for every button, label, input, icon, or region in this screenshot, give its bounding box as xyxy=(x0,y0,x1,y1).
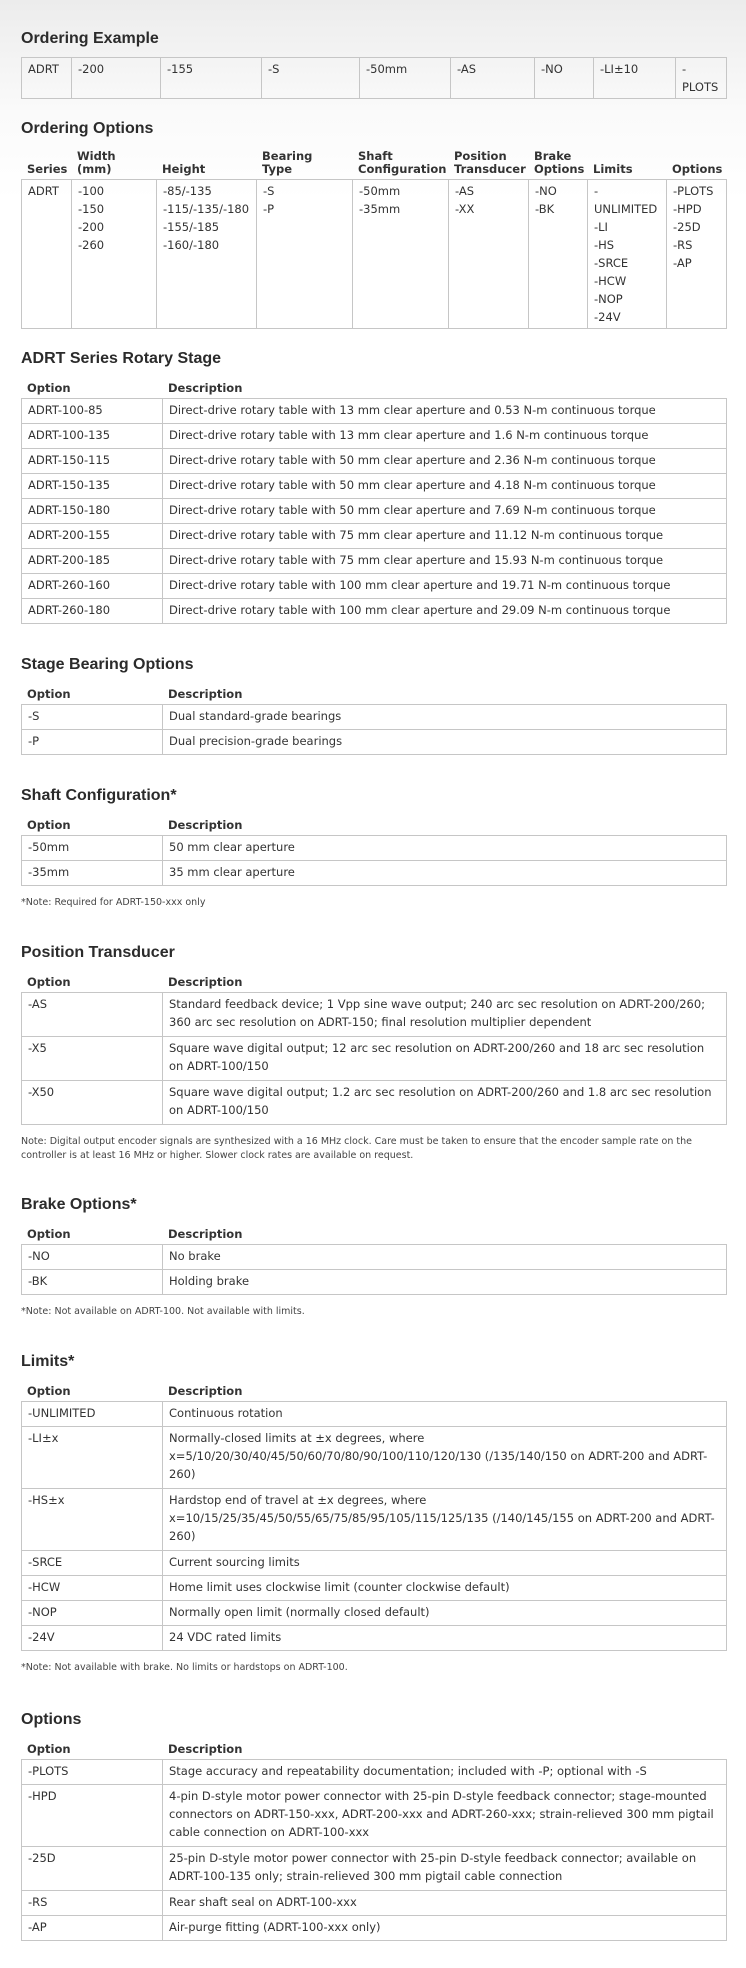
limits-header xyxy=(21,1384,726,1398)
column-header: Shaft Configuration xyxy=(358,149,447,176)
table-row xyxy=(22,1551,727,1576)
option-description: Square wave digital output; 12 arc sec resolution on ADRT-200/260 and 18 arc sec resolution on ADRT-100/150 xyxy=(163,1037,727,1081)
option-description: Direct-drive rotary table with 50 mm clear aperture and 4.18 N-m continuous torque xyxy=(163,474,727,499)
ordering-options-title: Ordering Options xyxy=(21,120,154,137)
brake-note: *Note: Not available on ADRT-100. Not available with limits. xyxy=(21,1306,305,1317)
table-row xyxy=(22,1847,727,1891)
table-row xyxy=(22,1245,727,1270)
option-description: Direct-drive rotary table with 100 mm clear aperture and 29.09 N-m continuous torque xyxy=(163,599,727,624)
option-code: ADRT-260-180 xyxy=(22,599,163,624)
table-row xyxy=(22,574,727,599)
transducer-header xyxy=(21,975,726,989)
option-value: -100 xyxy=(78,184,105,198)
ordering-example-cell: -155 xyxy=(161,58,262,99)
option-description: Direct-drive rotary table with 75 mm clear aperture and 15.93 N-m continuous torque xyxy=(163,549,727,574)
ordering-options-table xyxy=(21,150,726,176)
column-header-description: Description xyxy=(168,818,243,832)
ordering-example-cell: -LI±10 xyxy=(594,58,676,99)
option-description: 35 mm clear aperture xyxy=(163,861,727,886)
transducer-section xyxy=(21,944,726,1163)
option-description: Direct-drive rotary table with 50 mm clear aperture and 2.36 N-m continuous torque xyxy=(163,449,727,474)
option-value: -RS xyxy=(673,238,693,252)
option-description: Direct-drive rotary table with 75 mm clear aperture and 11.12 N-m continuous torque xyxy=(163,524,727,549)
column-header-option: Option xyxy=(27,1742,71,1756)
option-code: ADRT-100-85 xyxy=(22,399,163,424)
table-row xyxy=(22,1916,727,1941)
table-row xyxy=(22,705,727,730)
table-row xyxy=(22,549,727,574)
option-value: -200 xyxy=(78,220,105,234)
options-header xyxy=(21,1742,726,1756)
option-value: -150 xyxy=(78,202,105,216)
option-value: -AP xyxy=(673,256,692,270)
ordering-example-cell: -NO xyxy=(535,58,594,99)
limits-table xyxy=(21,1401,727,1651)
shaft-header xyxy=(21,818,726,832)
option-code: ADRT-200-185 xyxy=(22,549,163,574)
options-section xyxy=(21,1711,726,1941)
column-header: Bearing Type xyxy=(262,149,313,176)
option-code: ADRT-260-160 xyxy=(22,574,163,599)
ordering-options-row xyxy=(22,180,727,329)
option-value: -260 xyxy=(78,238,105,252)
option-description: Direct-drive rotary table with 13 mm clear aperture and 0.53 N-m continuous torque xyxy=(163,399,727,424)
table-row xyxy=(22,424,727,449)
column-header-description: Description xyxy=(168,1384,243,1398)
table-row xyxy=(22,399,727,424)
option-description: Direct-drive rotary table with 50 mm clear aperture and 7.69 N-m continuous torque xyxy=(163,499,727,524)
option-description: Square wave digital output; 1.2 arc sec resolution on ADRT-200/260 and 1.8 arc sec resolution on ADRT-100/150 xyxy=(163,1081,727,1125)
column-header: Width (mm) xyxy=(77,149,116,176)
column-header-description: Description xyxy=(168,1227,243,1241)
table-row xyxy=(22,1037,727,1081)
brake-table xyxy=(21,1244,727,1295)
shaft-title: Shaft Configuration* xyxy=(21,787,177,804)
option-code: ADRT-200-155 xyxy=(22,524,163,549)
brake-options xyxy=(529,180,588,329)
option-description: 4-pin D-style motor power connector with 25-pin D-style feedback connector; stage-mounted connectors on ADRT-150-xxx, ADRT-200-xxx and ADRT-260-xxx; strain-relieved 300 mm pigtail cable connection on ADRT-100-xxx xyxy=(163,1785,727,1847)
option-code: -50mm xyxy=(22,836,163,861)
option-code: -SRCE xyxy=(22,1551,163,1576)
ordering-example-cell: -AS xyxy=(451,58,535,99)
bearing-header xyxy=(21,687,726,701)
rotary-stage-header xyxy=(21,381,726,395)
extra-options xyxy=(667,180,727,329)
option-value: -UNLIMITED xyxy=(594,184,658,216)
option-description: Air-purge fitting (ADRT-100-xxx only) xyxy=(163,1916,727,1941)
option-description: Home limit uses clockwise limit (counter clockwise default) xyxy=(163,1576,727,1601)
brake-section xyxy=(21,1196,726,1319)
table-row xyxy=(22,1576,727,1601)
option-value: -S xyxy=(263,184,275,198)
rotary-stage-section xyxy=(21,350,726,624)
bearing-type-options xyxy=(257,180,353,329)
column-header: Height xyxy=(162,162,206,176)
option-description: Normally open limit (normally closed default) xyxy=(163,1601,727,1626)
option-code: -NO xyxy=(22,1245,163,1270)
option-value: -115/-135/-180 xyxy=(163,202,250,216)
ordering-example-cell: -200 xyxy=(72,58,161,99)
column-header: Series xyxy=(27,162,68,176)
ordering-options-section xyxy=(21,120,726,329)
column-header-description: Description xyxy=(168,1742,243,1756)
table-row xyxy=(22,1626,727,1651)
limits-title: Limits* xyxy=(21,1353,75,1370)
option-code: ADRT-150-135 xyxy=(22,474,163,499)
option-description: Dual precision-grade bearings xyxy=(163,730,727,755)
limits-section xyxy=(21,1353,726,1675)
table-row xyxy=(22,993,727,1037)
table-row xyxy=(22,599,727,624)
column-header-option: Option xyxy=(27,687,71,701)
bearing-title: Stage Bearing Options xyxy=(21,656,194,673)
table-row xyxy=(22,449,727,474)
table-row xyxy=(22,1081,727,1125)
option-description: 25-pin D-style motor power connector with 25-pin D-style feedback connector; available on ADRT-100-135 only; strain-relieved 300 mm pigtail cable connection xyxy=(163,1847,727,1891)
option-value: -HS xyxy=(594,238,615,252)
option-code: -UNLIMITED xyxy=(22,1402,163,1427)
brake-header xyxy=(21,1227,726,1241)
option-code: -35mm xyxy=(22,861,163,886)
option-value: -85/-135 xyxy=(163,184,212,198)
table-row xyxy=(22,836,727,861)
option-description: Direct-drive rotary table with 100 mm clear aperture and 19.71 N-m continuous torque xyxy=(163,574,727,599)
column-header-option: Option xyxy=(27,975,71,989)
option-description: 24 VDC rated limits xyxy=(163,1626,727,1651)
transducer-note: Note: Digital output encoder signals are synthesized with a 16 MHz clock. Care must be taken to ensure that the encoder sample rate on the controller is at least 16 MHz or higher. Slower clock rates are available on request. xyxy=(21,1136,692,1161)
height-options xyxy=(157,180,257,329)
options-table xyxy=(21,1759,727,1941)
shaft-section xyxy=(21,787,726,910)
option-value: -24V xyxy=(594,310,621,324)
ordering-example-title: Ordering Example xyxy=(21,30,159,47)
option-value: -XX xyxy=(455,202,475,216)
option-code: -X5 xyxy=(22,1037,163,1081)
limits-note: *Note: Not available with brake. No limits or hardstops on ADRT-100. xyxy=(21,1662,348,1673)
bearing-section xyxy=(21,656,726,755)
ordering-options-values-table xyxy=(21,179,727,329)
option-value: -AS xyxy=(455,184,475,198)
table-row xyxy=(22,1270,727,1295)
ordering-options-header-row xyxy=(21,150,726,176)
option-code: -LI±x xyxy=(22,1427,163,1489)
table-row xyxy=(22,1785,727,1847)
option-code: -25D xyxy=(22,1847,163,1891)
option-description: Current sourcing limits xyxy=(163,1551,727,1576)
option-value: -160/-180 xyxy=(163,238,220,252)
option-value: -P xyxy=(263,202,275,216)
series-options xyxy=(22,180,72,329)
option-code: -P xyxy=(22,730,163,755)
column-header-option: Option xyxy=(27,1384,71,1398)
rotary-stage-table xyxy=(21,398,727,624)
column-header-option: Option xyxy=(27,1227,71,1241)
shaft-table xyxy=(21,835,727,886)
option-description: Normally-closed limits at ±x degrees, where x=5/10/20/30/40/45/50/60/70/80/90/100/110/120/130 (/135/140/150 on ADRT-200 and ADRT-260) xyxy=(163,1427,727,1489)
column-header-option: Option xyxy=(27,818,71,832)
shaft-note: *Note: Required for ADRT-150-xxx only xyxy=(21,897,206,908)
table-row xyxy=(22,1427,727,1489)
column-header: Brake Options xyxy=(534,149,585,176)
column-header-description: Description xyxy=(168,381,243,395)
table-row xyxy=(22,1760,727,1785)
brake-title: Brake Options* xyxy=(21,1196,137,1213)
column-header-description: Description xyxy=(168,687,243,701)
position-transducer-options xyxy=(449,180,529,329)
ordering-example-cell: ADRT xyxy=(22,58,72,99)
option-code: -X50 xyxy=(22,1081,163,1125)
option-value: ADRT xyxy=(28,184,59,198)
option-code: -BK xyxy=(22,1270,163,1295)
option-code: -HS±x xyxy=(22,1489,163,1551)
width-options xyxy=(72,180,157,329)
option-code: -24V xyxy=(22,1626,163,1651)
ordering-example-row xyxy=(22,58,727,99)
table-row xyxy=(22,1489,727,1551)
option-description: Standard feedback device; 1 Vpp sine wave output; 240 arc sec resolution on ADRT-200/260; 360 arc sec resolution on ADRT-150; final resolution multiplier dependent xyxy=(163,993,727,1037)
rotary-stage-title: ADRT Series Rotary Stage xyxy=(21,350,222,367)
column-header-option: Option xyxy=(27,381,71,395)
option-code: -AS xyxy=(22,993,163,1037)
option-description: Continuous rotation xyxy=(163,1402,727,1427)
option-value: -BK xyxy=(535,202,555,216)
option-code: ADRT-150-115 xyxy=(22,449,163,474)
option-code: -S xyxy=(22,705,163,730)
option-code: ADRT-100-135 xyxy=(22,424,163,449)
table-row xyxy=(22,861,727,886)
shaft-configuration-options xyxy=(353,180,449,329)
ordering-example-cell: -50mm xyxy=(360,58,451,99)
option-value: -PLOTS xyxy=(673,184,714,198)
table-row xyxy=(22,1891,727,1916)
options-title: Options xyxy=(21,1711,82,1728)
option-code: -HCW xyxy=(22,1576,163,1601)
option-description: Stage accuracy and repeatability documentation; included with -P; optional with -S xyxy=(163,1760,727,1785)
option-value: -HCW xyxy=(594,274,627,288)
column-header: Options xyxy=(672,162,723,176)
transducer-table xyxy=(21,992,727,1125)
option-value: -HPD xyxy=(673,202,702,216)
table-row xyxy=(22,474,727,499)
option-description: Direct-drive rotary table with 13 mm clear aperture and 1.6 N-m continuous torque xyxy=(163,424,727,449)
option-description: Dual standard-grade bearings xyxy=(163,705,727,730)
ordering-example-cell: -PLOTS xyxy=(676,58,727,99)
option-code: -NOP xyxy=(22,1601,163,1626)
transducer-title: Position Transducer xyxy=(21,944,175,961)
column-header: Position Transducer xyxy=(454,149,526,176)
limits-options xyxy=(588,180,667,329)
table-row xyxy=(22,730,727,755)
option-value: -155/-185 xyxy=(163,220,220,234)
option-value: -25D xyxy=(673,220,701,234)
option-description: No brake xyxy=(163,1245,727,1270)
option-value: -SRCE xyxy=(594,256,629,270)
column-header-description: Description xyxy=(168,975,243,989)
option-code: -RS xyxy=(22,1891,163,1916)
option-code: -HPD xyxy=(22,1785,163,1847)
column-header: Limits xyxy=(593,162,633,176)
ordering-example-table xyxy=(21,57,727,99)
option-description: Hardstop end of travel at ±x degrees, where x=10/15/25/35/45/50/55/65/75/85/95/105/115/125/135 (/140/145/155 on ADRT-200 and ADRT-260) xyxy=(163,1489,727,1551)
option-code: ADRT-150-180 xyxy=(22,499,163,524)
table-row xyxy=(22,1601,727,1626)
option-description: Rear shaft seal on ADRT-100-xxx xyxy=(163,1891,727,1916)
option-value: -50mm xyxy=(359,184,401,198)
option-value: -LI xyxy=(594,220,608,234)
option-description: 50 mm clear aperture xyxy=(163,836,727,861)
table-row xyxy=(22,1402,727,1427)
option-value: -NOP xyxy=(594,292,623,306)
ordering-example-section xyxy=(21,30,726,99)
bearing-table xyxy=(21,704,727,755)
option-value: -35mm xyxy=(359,202,401,216)
table-row xyxy=(22,499,727,524)
option-description: Holding brake xyxy=(163,1270,727,1295)
table-row xyxy=(22,524,727,549)
ordering-example-cell: -S xyxy=(262,58,360,99)
option-code: -AP xyxy=(22,1916,163,1941)
option-value: -NO xyxy=(535,184,557,198)
option-code: -PLOTS xyxy=(22,1760,163,1785)
